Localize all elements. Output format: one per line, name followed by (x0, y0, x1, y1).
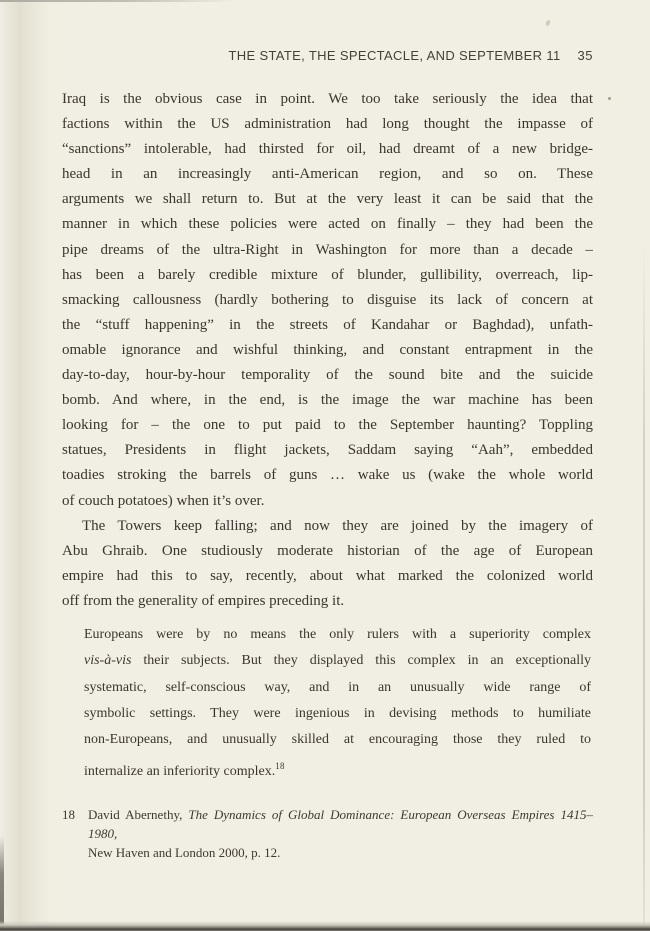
text-segment: systematic, self-conscious way, and in an unusually wide range of (84, 679, 591, 695)
text-line: pipe dreams of the ultra-Right in Washington for more than a decade – (62, 241, 593, 258)
running-header-title: THE STATE, THE SPECTACLE, AND SEPTEMBER 11 (228, 48, 561, 63)
scan-speck (608, 97, 611, 100)
text-line: arguments we shall return to. But at the very least it can be said that the (62, 191, 593, 208)
text-line: bomb. And where, in the end, is the image the war machine has been (62, 392, 593, 409)
page-number: 35 (577, 48, 593, 63)
text-line (84, 622, 591, 648)
text-line: of couch potatoes) when it’s over. (62, 492, 265, 509)
text-line: “sanctions” intolerable, had thirsted for oil, had dreamt of a new bridge- (62, 141, 593, 158)
text-line (84, 753, 591, 785)
text-line (84, 675, 591, 701)
text-segment: internalize an inferiority complex. (84, 764, 276, 780)
text-line: off from the generality of empires preceding it. (62, 592, 345, 609)
text-line (84, 648, 591, 674)
text-line (84, 701, 591, 727)
footnote (62, 805, 593, 862)
text-line: day-to-day, hour-by-hour temporality of the sound bite and the suicide (62, 367, 593, 384)
text-line: toadies stroking the barrels of guns … wake us (wake the whole world (62, 467, 593, 484)
scan-edge-bottom (0, 921, 650, 931)
text-line: statues, Presidents in flight jackets, Saddam saying “Aah”, embedded (62, 442, 593, 459)
running-header (62, 48, 593, 63)
footnote-reference: 18 (275, 761, 285, 772)
scan-edge-top (0, 0, 235, 2)
text-line: looking for – the one to put paid to the September haunting? Toppling (62, 417, 593, 434)
footnote-number: 18 (62, 806, 75, 822)
text-line: smacking callousness (hardly bothering to disguise its lack of concern at (62, 291, 593, 308)
text-segment: New Haven and London 2000, p. 12. (88, 844, 281, 860)
block-quote (62, 622, 593, 786)
text-segment: vis-à-vis (84, 653, 132, 669)
text-segment: David Abernethy, (88, 806, 189, 822)
scan-edge-left-dark (0, 836, 4, 931)
text-segment: non-Europeans, and unusually skilled at encouraging those they ruled to (84, 732, 591, 748)
scan-speck (545, 19, 551, 26)
body-text (62, 87, 593, 614)
text-line: has been a barely credible mixture of blunder, gullibility, overreach, lip- (62, 266, 593, 283)
text-segment: their subjects. But they displayed this complex in an exceptionally (131, 653, 591, 669)
text-segment: Europeans were by no means the only rulers with a superiority complex (84, 626, 591, 642)
scan-page-edge-right (643, 240, 645, 925)
text-line (88, 843, 593, 862)
footnote-text (88, 805, 593, 862)
text-line: empire had this to say, recently, about what marked the colonized world (62, 567, 593, 584)
text-line: Abu Ghraib. One studiously moderate historian of the age of European (62, 542, 593, 559)
text-line: head in an increasingly anti-American region, and so on. These (62, 166, 593, 183)
paragraph (62, 514, 593, 614)
text-line: The Towers keep falling; and now they are joined by the imagery of (82, 517, 593, 534)
text-line: omable ignorance and wishful thinking, and constant entrapment in the (62, 341, 593, 358)
text-line: the “stuff happening” in the streets of Kandahar or Baghdad), unfath- (62, 316, 593, 333)
scan-gutter-shadow (0, 0, 52, 925)
text-segment: symbolic settings. They were ingenious in devising methods to humiliate (84, 705, 591, 721)
text-line (84, 727, 591, 753)
paragraph (62, 87, 593, 514)
text-line (88, 805, 593, 843)
text-segment: The Dynamics of Global Dominance: European Overseas Empires 1415–1980, (88, 806, 593, 841)
text-line: factions within the US administration had long thought the impasse of (62, 116, 593, 133)
text-line: Iraq is the obvious case in point. We too take seriously the idea that (62, 91, 593, 107)
text-column (62, 87, 593, 862)
text-line: manner in which these policies were acted on finally – they had been the (62, 216, 593, 233)
